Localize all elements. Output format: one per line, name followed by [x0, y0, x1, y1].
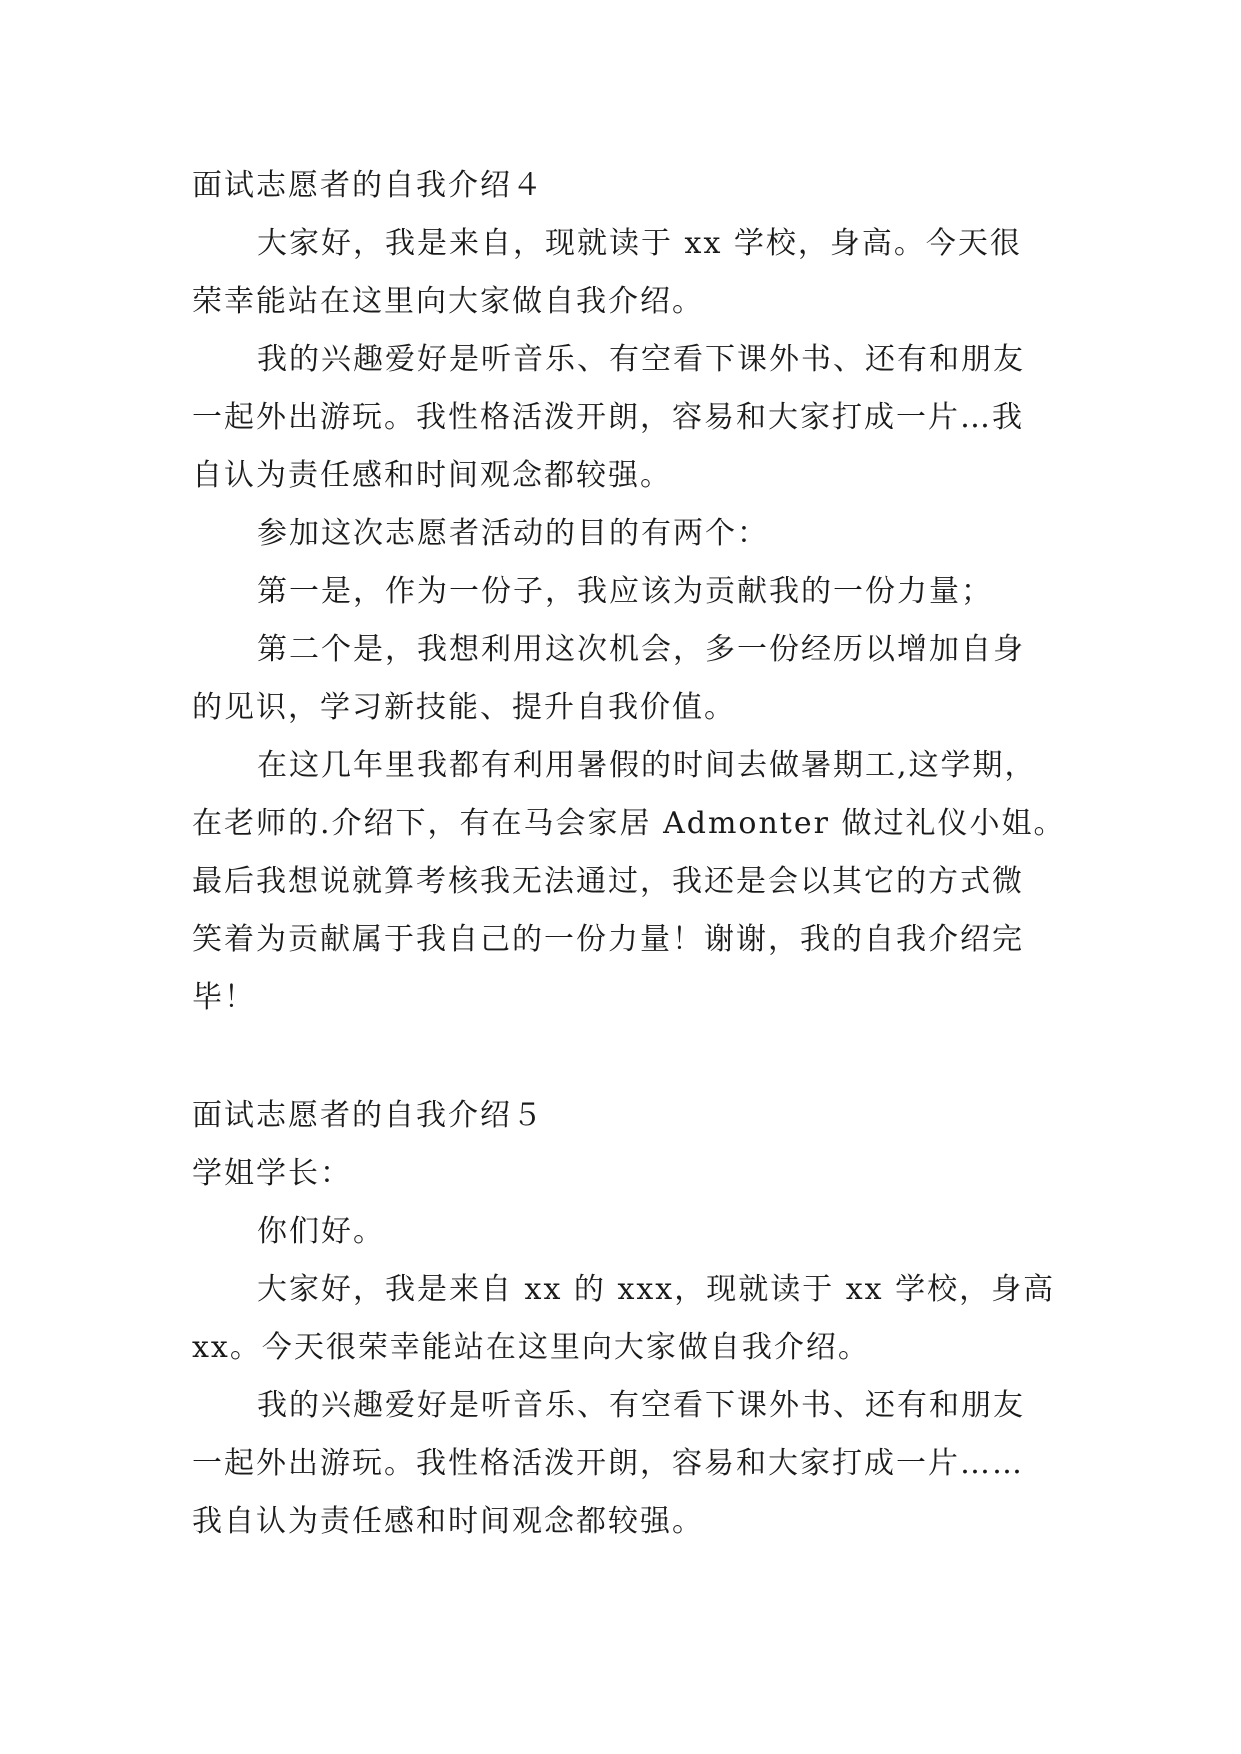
section-5-title: 面试志愿者的自我介绍５	[192, 1098, 544, 1133]
paragraph-line: 在这几年里我都有利用暑假的时间去做暑期工,这学期，	[257, 748, 1037, 783]
paragraph-line: 的见识，学习新技能、提升自我价值。	[192, 690, 736, 725]
section-4-title: 面试志愿者的自我介绍４	[192, 168, 544, 203]
paragraph-line: 大家好，我是来自，现就读于 xx 学校，身高。今天很	[257, 226, 1022, 261]
paragraph-line: 我的兴趣爱好是听音乐、有空看下课外书、还有和朋友	[257, 342, 1025, 377]
salutation: 学姐学长：	[192, 1156, 352, 1191]
paragraph-line: 我的兴趣爱好是听音乐、有空看下课外书、还有和朋友	[257, 1388, 1025, 1423]
paragraph-line: 第一是，作为一份子，我应该为贡献我的一份力量；	[257, 574, 993, 609]
paragraph-line: xx。今天很荣幸能站在这里向大家做自我介绍。	[192, 1330, 870, 1365]
paragraph-line: 大家好，我是来自 xx 的 xxx，现就读于 xx 学校，身高	[257, 1272, 1056, 1307]
paragraph-line: 笑着为贡献属于我自己的一份力量！谢谢，我的自我介绍完	[192, 922, 1024, 957]
paragraph-line: 第二个是，我想利用这次机会，多一份经历以增加自身	[257, 632, 1025, 667]
paragraph-line: 一起外出游玩。我性格活泼开朗，容易和大家打成一片…我	[192, 400, 1024, 435]
paragraph-line: 在老师的.介绍下，有在马会家居 Admonter 做过礼仪小姐。	[192, 806, 1066, 841]
greeting: 你们好。	[257, 1214, 385, 1249]
paragraph-line: 我自认为责任感和时间观念都较强。	[192, 1504, 704, 1539]
paragraph-line: 毕！	[192, 980, 256, 1015]
paragraph-line: 自认为责任感和时间观念都较强。	[192, 458, 672, 493]
paragraph-line: 一起外出游玩。我性格活泼开朗，容易和大家打成一片……	[192, 1446, 1024, 1481]
paragraph-line: 荣幸能站在这里向大家做自我介绍。	[192, 284, 704, 319]
paragraph-line: 最后我想说就算考核我无法通过，我还是会以其它的方式微	[192, 864, 1024, 899]
paragraph-line: 参加这次志愿者活动的目的有两个：	[257, 516, 769, 551]
